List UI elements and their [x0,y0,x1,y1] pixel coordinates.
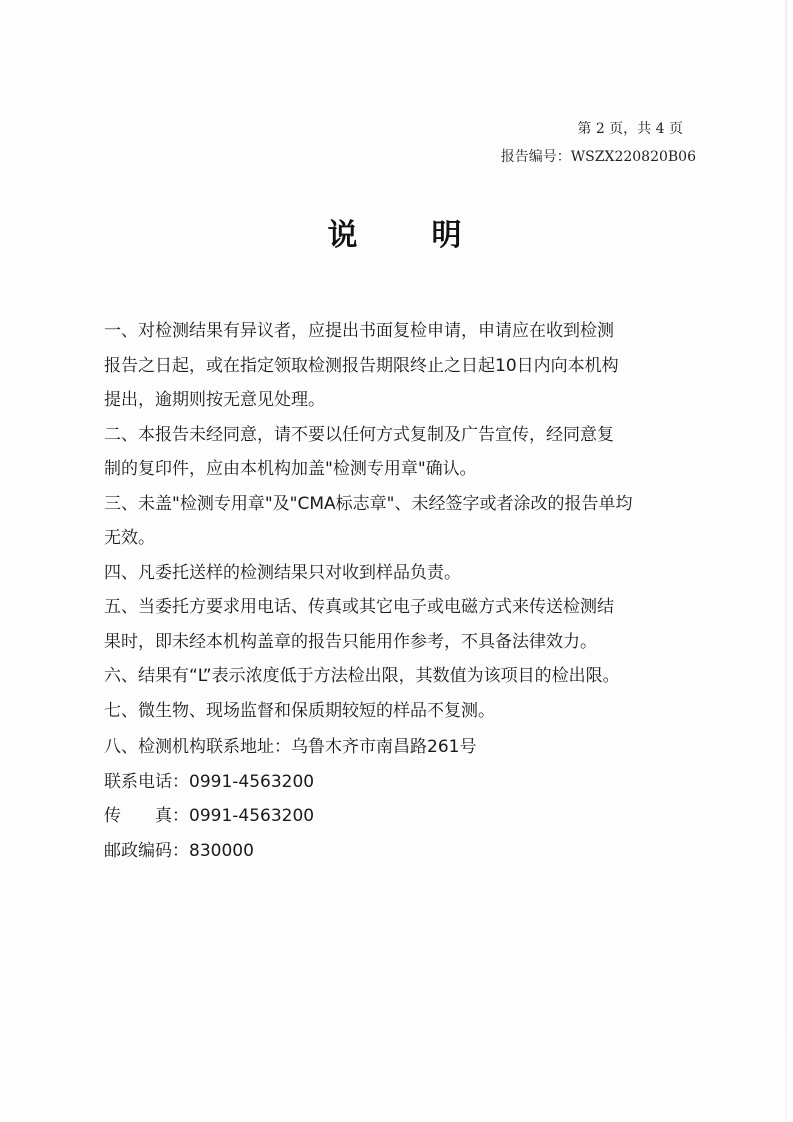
note-line: 七、微生物、现场监督和保质期较短的样品不复测。 [104,700,495,721]
note-line: 六、结果有“L”表示浓度低于方法检出限，其数值为该项目的检出限。 [104,666,620,686]
title-char-2: 明 [431,218,466,253]
contact-block [104,730,684,868]
contact-phone: 联系电话：0991-4563200 [104,771,315,792]
note-line: 果时，即未经本机构盖章的报告只能用作参考，不具备法律效力。 [104,631,597,652]
contact-postcode: 邮政编码：830000 [104,840,254,861]
report-number-value: WSZX220820B06 [570,149,696,165]
note-line: 无效。 [104,528,155,548]
page-info: 第 2 页，共 4 页 [577,121,683,137]
note-line: 四、凡委托送样的检测结果只对收到样品负责。 [104,562,461,583]
contact-address: 八、检测机构联系地址：乌鲁木齐市南昌路261号 [104,737,477,757]
notes-block [104,314,684,728]
note-line: 报告之日起，或在指定领取检测报告期限终止之日起10日内向本机构 [104,355,619,376]
note-line: 制的复印件，应由本机构加盖"检测专用章"确认。 [104,459,477,479]
note-line: 提出，逾期则按无意见处理。 [104,390,325,410]
report-number [501,146,696,166]
note-line: 五、当委托方要求用电话、传真或其它电子或电磁方式来传送检测结 [104,597,614,617]
note-line: 三、未盖"检测专用章"及"CMA标志章"、未经签字或者涂改的报告单均 [104,493,633,514]
report-number-label: 报告编号： [500,149,571,165]
scan-edge [785,0,787,1122]
contact-fax: 传 真：0991-4563200 [104,806,315,826]
note-line: 一、对检测结果有异议者，应提出书面复检申请，申请应在收到检测 [104,321,614,341]
document-title [0,210,793,254]
title-char-1: 说 [327,218,362,253]
note-line: 二、本报告未经同意，请不要以任何方式复制及广告宣传，经同意复 [104,424,614,445]
